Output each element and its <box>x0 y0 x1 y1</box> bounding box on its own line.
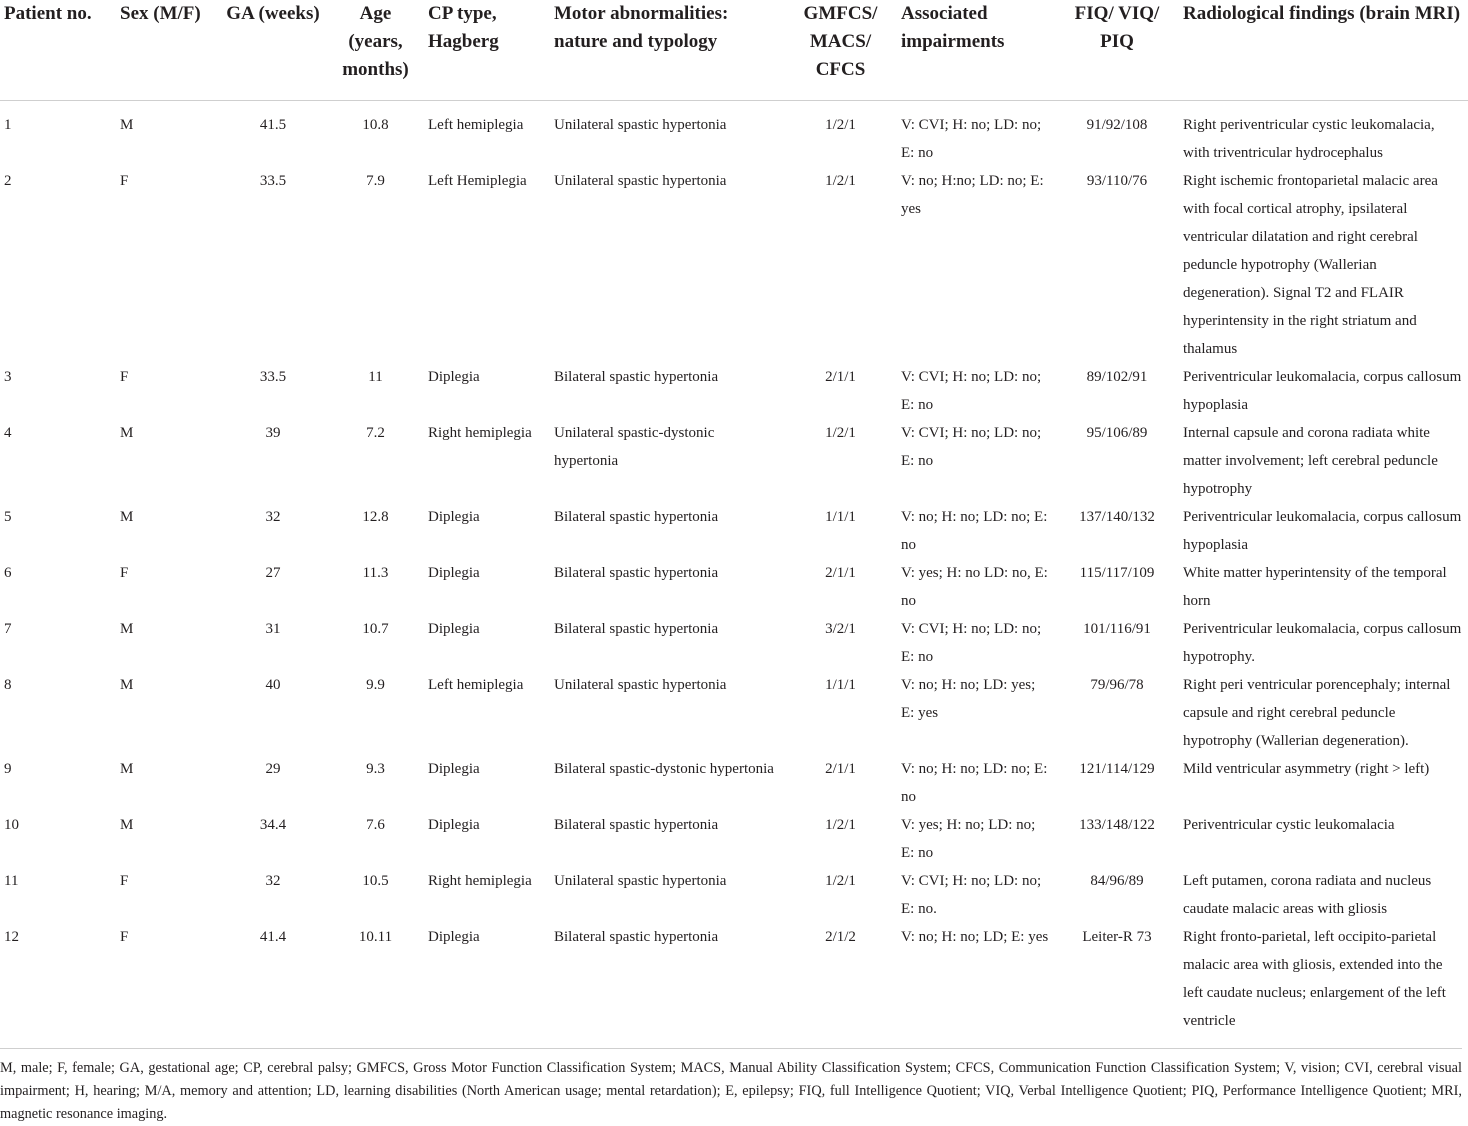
patient-no-cell: 11 <box>4 873 19 889</box>
ga-cell: 32 <box>265 509 281 525</box>
table-row <box>0 923 1468 1035</box>
iq-cell: 115/117/109 <box>1079 565 1155 581</box>
table-row <box>0 419 1468 503</box>
age-cell: 11 <box>368 369 383 385</box>
radiological-findings-cell: Right peri ventricular porencephaly; internal capsule and right cerebral peduncle hypotrophy (Wallerian degeneration). <box>1183 677 1451 749</box>
cp-type-cell: Diplegia <box>428 565 480 581</box>
age-cell: 10.5 <box>362 873 389 889</box>
impairments-cell: V: no; H: no; LD; E: yes <box>901 929 1049 945</box>
impairments-cell: V: CVI; H: no; LD: no; E: no <box>901 369 1042 413</box>
patient-no-cell: 2 <box>4 173 12 189</box>
gmfcs-cell: 1/2/1 <box>825 173 856 189</box>
radiological-findings-cell: Right fronto-parietal, left occipito-parietal malacic area with gliosis, extended into the left caudate nucleus; enlargement of the left ventricle <box>1183 929 1446 1029</box>
ga-cell: 40 <box>265 677 281 693</box>
impairments-cell: V: CVI; H: no; LD: no; E: no <box>901 117 1042 161</box>
patient-no-cell: 4 <box>4 425 12 441</box>
ga-cell: 32 <box>265 873 281 889</box>
age-cell: 7.2 <box>366 425 385 441</box>
patient-no-cell: 1 <box>4 117 12 133</box>
impairments-cell: V: CVI; H: no; LD: no; E: no <box>901 621 1042 665</box>
table-row <box>0 101 1468 168</box>
header-sex: Sex (M/F) <box>116 0 219 101</box>
cp-type-cell: Diplegia <box>428 621 480 637</box>
sex-cell: M <box>120 425 134 441</box>
gmfcs-cell: 1/2/1 <box>825 873 856 889</box>
cp-type-cell: Right hemiplegia <box>428 873 532 889</box>
age-cell: 9.3 <box>366 761 385 777</box>
table-body <box>0 101 1468 1036</box>
sex-cell: F <box>120 565 129 581</box>
radiological-findings-cell: Mild ventricular asymmetry (right > left) <box>1183 761 1430 777</box>
radiological-findings-cell: Periventricular leukomalacia, corpus callosum hypotrophy. <box>1183 621 1462 665</box>
motor-abnormalities-cell: Bilateral spastic hypertonia <box>554 509 719 525</box>
radiological-findings-cell: Right ischemic frontoparietal malacic area with focal cortical atrophy, ipsilateral ventricular dilatation and right cerebral peduncle hypotrophy (Wallerian degeneration). Signal T2 and FLAIR hyperintensity in the right striatum and thalamus <box>1183 173 1438 357</box>
gmfcs-cell: 3/2/1 <box>825 621 856 637</box>
ga-cell: 33.5 <box>259 173 287 189</box>
sex-cell: M <box>120 761 134 777</box>
sex-cell: M <box>120 117 134 133</box>
motor-abnormalities-cell: Unilateral spastic hypertonia <box>554 677 727 693</box>
cp-type-cell: Right hemiplegia <box>428 425 532 441</box>
age-cell: 10.11 <box>358 929 393 945</box>
patient-no-cell: 12 <box>4 929 19 945</box>
impairments-cell: V: yes; H: no LD: no, E: no <box>901 565 1048 609</box>
cp-type-cell: Diplegia <box>428 929 480 945</box>
sex-cell: F <box>120 873 129 889</box>
iq-cell: Leiter-R 73 <box>1082 929 1152 945</box>
radiological-findings-cell: Periventricular leukomalacia, corpus callosum hypoplasia <box>1183 509 1462 553</box>
ga-cell: 34.4 <box>259 817 287 833</box>
sex-cell: F <box>120 929 129 945</box>
sex-cell: M <box>120 677 134 693</box>
gmfcs-cell: 1/2/1 <box>825 117 856 133</box>
impairments-cell: V: no; H: no; LD: no; E: no <box>901 761 1048 805</box>
ga-cell: 33.5 <box>259 369 287 385</box>
ga-cell: 41.5 <box>259 117 287 133</box>
gmfcs-cell: 2/1/1 <box>825 369 856 385</box>
table-footnote: M, male; F, female; GA, gestational age; CP, cerebral palsy; GMFCS, Gross Motor Function Classification System; MACS, Manual Ability Classification System; CFCS, Communication Function Classification System; V, vision; CVI, cerebral visual impairment; H, hearing; M/A, memory and attention; LD, learning disabilities (North American usage; mental retardation); E, epilepsy; FIQ, full Intelligence Quotient; VIQ, Verbal Intelligence Quotient; PIQ, Performance Intelligence Quotient; MRI, magnetic resonance imaging. <box>0 1048 1462 1126</box>
table-row <box>0 615 1468 671</box>
age-cell: 9.9 <box>366 677 385 693</box>
ga-cell: 41.4 <box>259 929 287 945</box>
patient-no-cell: 9 <box>4 761 12 777</box>
iq-cell: 101/116/91 <box>1083 621 1151 637</box>
table-row <box>0 559 1468 615</box>
table-row <box>0 811 1468 867</box>
patient-no-cell: 7 <box>4 621 12 637</box>
cp-type-cell: Diplegia <box>428 369 480 385</box>
ga-cell: 27 <box>265 565 281 581</box>
ga-cell: 39 <box>265 425 281 441</box>
cp-type-cell: Left hemiplegia <box>428 677 524 693</box>
radiological-findings-cell: Right periventricular cystic leukomalacia, with triventricular hydrocephalus <box>1183 117 1435 161</box>
table-row <box>0 867 1468 923</box>
cp-type-cell: Diplegia <box>428 761 480 777</box>
impairments-cell: V: yes; H: no; LD: no; E: no <box>901 817 1036 861</box>
age-cell: 11.3 <box>362 565 389 581</box>
gmfcs-cell: 2/1/1 <box>825 761 856 777</box>
patient-no-cell: 3 <box>4 369 12 385</box>
ga-cell: 29 <box>265 761 281 777</box>
cp-type-cell: Left Hemiplegia <box>428 173 527 189</box>
age-cell: 10.8 <box>362 117 389 133</box>
patient-no-cell: 10 <box>4 817 19 833</box>
motor-abnormalities-cell: Bilateral spastic hypertonia <box>554 565 719 581</box>
motor-abnormalities-cell: Unilateral spastic-dystonic hypertonia <box>554 425 715 469</box>
header-cp-type: CP type, Hagberg <box>424 0 550 101</box>
table-row <box>0 167 1468 363</box>
radiological-findings-cell: Periventricular leukomalacia, corpus callosum hypoplasia <box>1183 369 1462 413</box>
ga-cell: 31 <box>265 621 281 637</box>
gmfcs-cell: 1/1/1 <box>825 677 856 693</box>
sex-cell: M <box>120 621 134 637</box>
header-ga: GA (weeks) <box>219 0 327 101</box>
header-radiological-findings: Radiological findings (brain MRI) <box>1179 0 1468 101</box>
gmfcs-cell: 1/1/1 <box>825 509 856 525</box>
motor-abnormalities-cell: Bilateral spastic hypertonia <box>554 817 719 833</box>
header-patient-no: Patient no. <box>0 0 116 101</box>
iq-cell: 79/96/78 <box>1090 677 1144 693</box>
cp-type-cell: Left hemiplegia <box>428 117 524 133</box>
age-cell: 7.9 <box>366 173 385 189</box>
radiological-findings-cell: Left putamen, corona radiata and nucleus caudate malacic areas with gliosis <box>1183 873 1432 917</box>
motor-abnormalities-cell: Bilateral spastic-dystonic hypertonia <box>554 761 774 777</box>
impairments-cell: V: no; H:no; LD: no; E: yes <box>901 173 1044 217</box>
header-motor-abnormalities: Motor abnormalities: nature and typology <box>550 0 784 101</box>
iq-cell: 91/92/108 <box>1086 117 1148 133</box>
radiological-findings-cell: Periventricular cystic leukomalacia <box>1183 817 1395 833</box>
age-cell: 10.7 <box>362 621 389 637</box>
header-age: Age (years, months) <box>327 0 424 101</box>
iq-cell: 84/96/89 <box>1090 873 1144 889</box>
age-cell: 7.6 <box>366 817 385 833</box>
motor-abnormalities-cell: Bilateral spastic hypertonia <box>554 621 719 637</box>
patient-no-cell: 6 <box>4 565 12 581</box>
radiological-findings-cell: Internal capsule and corona radiata white matter involvement; left cerebral peduncle hypotrophy <box>1183 425 1438 497</box>
gmfcs-cell: 1/2/1 <box>825 817 856 833</box>
iq-cell: 137/140/132 <box>1079 509 1155 525</box>
sex-cell: F <box>120 173 129 189</box>
sex-cell: M <box>120 509 134 525</box>
cp-type-cell: Diplegia <box>428 817 480 833</box>
sex-cell: M <box>120 817 134 833</box>
impairments-cell: V: CVI; H: no; LD: no; E: no. <box>901 873 1042 917</box>
header-gmfcs-macs-cfcs: GMFCS/ MACS/ CFCS <box>784 0 897 101</box>
header-fiq-viq-piq: FIQ/ VIQ/ PIQ <box>1055 0 1179 101</box>
gmfcs-cell: 2/1/2 <box>825 929 856 945</box>
iq-cell: 89/102/91 <box>1086 369 1148 385</box>
impairments-cell: V: no; H: no; LD: yes; E: yes <box>901 677 1036 721</box>
table-row <box>0 671 1468 755</box>
table-row <box>0 363 1468 419</box>
radiological-findings-cell: White matter hyperintensity of the temporal horn <box>1183 565 1447 609</box>
impairments-cell: V: CVI; H: no; LD: no; E: no <box>901 425 1042 469</box>
sex-cell: F <box>120 369 129 385</box>
iq-cell: 121/114/129 <box>1079 761 1155 777</box>
iq-cell: 133/148/122 <box>1079 817 1155 833</box>
motor-abnormalities-cell: Bilateral spastic hypertonia <box>554 369 719 385</box>
motor-abnormalities-cell: Unilateral spastic hypertonia <box>554 873 727 889</box>
impairments-cell: V: no; H: no; LD: no; E: no <box>901 509 1048 553</box>
header-associated-impairments: Associated impairments <box>897 0 1055 101</box>
cp-type-cell: Diplegia <box>428 509 480 525</box>
iq-cell: 95/106/89 <box>1086 425 1148 441</box>
patient-no-cell: 5 <box>4 509 12 525</box>
gmfcs-cell: 2/1/1 <box>825 565 856 581</box>
table-header-row <box>0 0 1468 101</box>
motor-abnormalities-cell: Bilateral spastic hypertonia <box>554 929 719 945</box>
table-row <box>0 503 1468 559</box>
motor-abnormalities-cell: Unilateral spastic hypertonia <box>554 173 727 189</box>
patient-no-cell: 8 <box>4 677 12 693</box>
gmfcs-cell: 1/2/1 <box>825 425 856 441</box>
iq-cell: 93/110/76 <box>1086 173 1148 189</box>
motor-abnormalities-cell: Unilateral spastic hypertonia <box>554 117 727 133</box>
table-row <box>0 755 1468 811</box>
age-cell: 12.8 <box>362 509 389 525</box>
